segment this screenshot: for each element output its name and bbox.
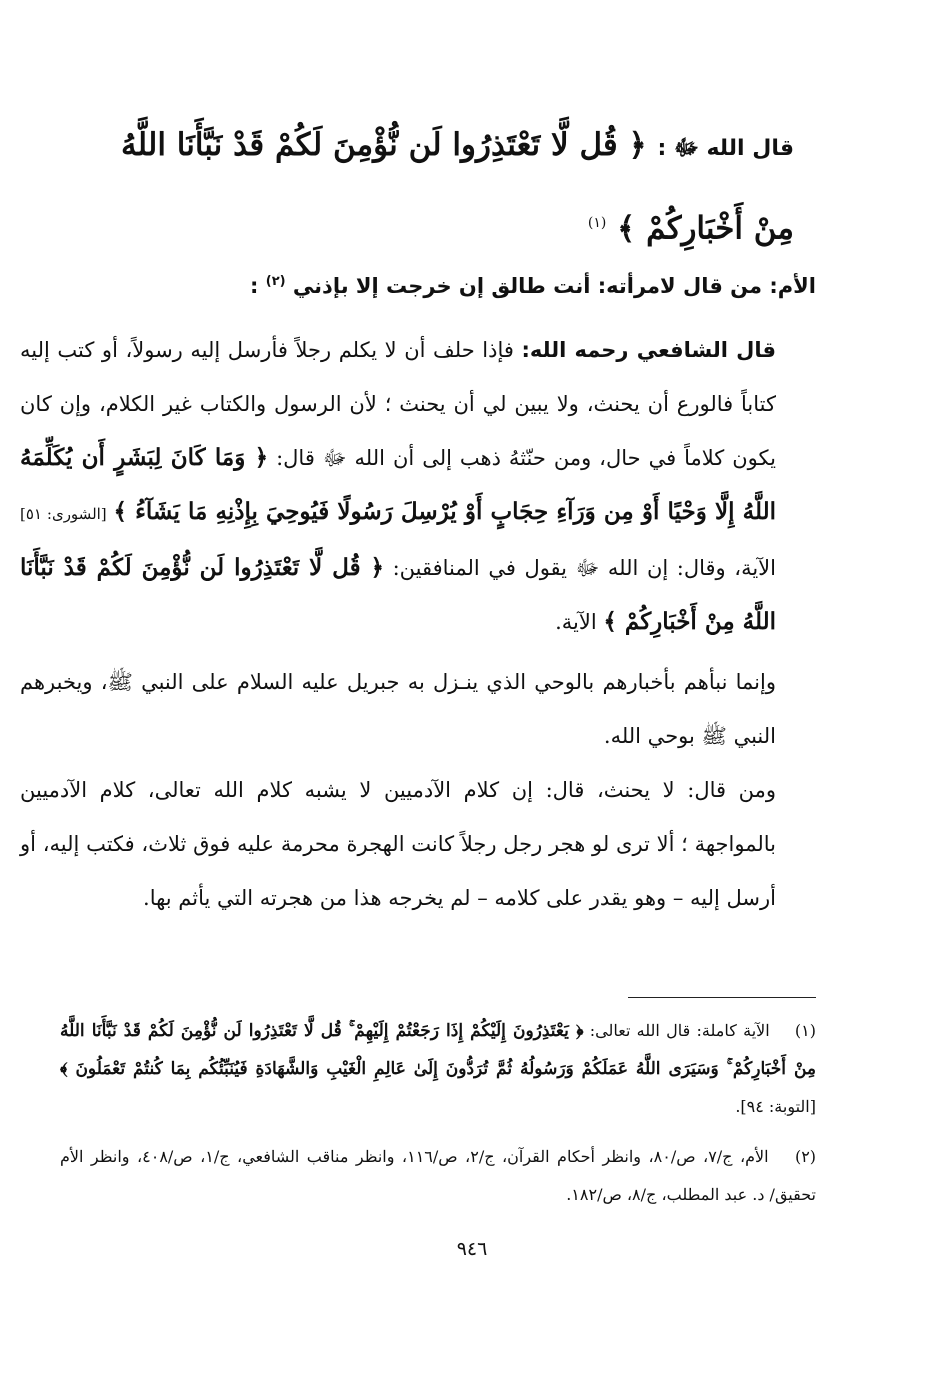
paragraph-text: فإذا حلف أن لا يكلم رجلاً فأرسل إليه رسولاً، أو كتب إليه كتاباً فالورع أن يحنث، ولا يبين لي أن يحنث ؛ لأن الرسول والكتاب غير الكلام، وإن كان يكون كلاماً في حال، ومن حنّثهُ ذهب إلى أن الله ﷻ قال:	[20, 338, 776, 470]
paragraph-shafii	[20, 323, 816, 649]
quran-verse-shura: ﴿ وَمَا كَانَ لِبَشَرٍ أَن يُكَلِّمَهُ اللَّهُ إِلَّا وَحْيًا أَوْ مِن وَرَآءِ حِجَابٍ أَوْ يُرْسِلَ رَسُولًا فَيُوحِيَ بِإِذْنِهِ مَا يَشَآءُ ﴾	[20, 444, 776, 525]
heading-quran-verse: ﴿ قُل لَّا تَعْتَذِرُوا لَن نُّؤْمِنَ لَكُمْ قَدْ نَبَّأَنَا اللَّهُ مِنْ أَخْبَارِكُمْ ﴾	[121, 127, 794, 247]
footnote-text: الأم، ج/٧، ص/٨٠، وانظر أحكام القرآن، ج/٢، ص/١١٦، وانظر مناقب الشافعي، ج/١، ص/٤٠٨، وانظر الأم تحقيق/ د. عبد المطلب، ج/٨، ص/١٨٢.	[60, 1147, 816, 1204]
paragraph-revelation	[20, 655, 816, 763]
speaker-label: قال الشافعي رحمه الله:	[521, 338, 776, 362]
section-title-colon: :	[250, 274, 259, 298]
paragraph-no-oath-break	[20, 763, 816, 925]
footnote-reference: [التوبة: ٩٤].	[735, 1097, 816, 1116]
quran-verse-tawbah: ﴿ قُل لَّا تَعْتَذِرُوا لَن نُّؤْمِنَ لَكُمْ قَدْ نَبَّأَنَا اللَّهُ مِنْ أَخْبَارِكُمْ ﴾	[20, 554, 776, 635]
footnote-number: (٢)	[794, 1147, 817, 1166]
footnote-ref-1: (١)	[587, 215, 607, 231]
footnote-separator	[628, 997, 816, 998]
footnote-2	[60, 1138, 816, 1214]
paragraph-text: وإنما نبأهم بأخبارهم بالوحي الذي ينـزل به جبريل عليه السلام على النبي ﷺ، ويخبرهم النبي ﷺ بوحي الله.	[20, 670, 776, 748]
footnote-ref-2: (٢)	[265, 274, 286, 289]
verse-reference: [الشورى: ٥١]	[20, 505, 107, 523]
page-number: ٩٤٦	[456, 1238, 488, 1260]
footnote-1	[60, 1012, 816, 1126]
heading-verse	[114, 108, 794, 265]
footnote-number: (١)	[794, 1021, 816, 1040]
section-title	[116, 262, 816, 306]
paragraph-text: الآية.	[555, 610, 597, 634]
footnote-lead: الآية كاملة: قال الله تعالى:	[589, 1021, 770, 1040]
paragraph-text: ومن قال: لا يحنث، قال: إن كلام الآدميين لا يشبه كلام الله تعالى، كلام الآدميين بالمواجهة ؛ ألا ترى لو هجر رجل رجلاً كانت الهجرة محرمة عليه فوق ثلاث، فكتب إليه، أو أرسل إليه – وهو يقدر على كلامه – لم يخرجه هذا من هجرته التي يأثم بها.	[20, 778, 776, 910]
heading-lead: قال الله ﷻ :	[657, 136, 794, 161]
section-title-text: الأم: من قال لامرأته: أنت طالق إن خرجت إلا بإذني	[292, 274, 816, 298]
paragraph-text: الآية، وقال: إن الله ﷻ يقول في المنافقين:	[392, 556, 776, 580]
footnote-quran-verse: ﴿ يَعْتَذِرُونَ إِلَيْكُمْ إِذَا رَجَعْتُمْ إِلَيْهِمْ ۚ قُل لَّا تَعْتَذِرُوا لَن نُّؤْمِنَ لَكُمْ قَدْ نَبَّأَنَا اللَّهُ مِنْ أَخْبَارِكُمْ ۚ وَسَيَرَى اللَّهُ عَمَلَكُمْ وَرَسُولُهُ ثُمَّ تُرَدُّونَ إِلَىٰ عَالِمِ الْغَيْبِ وَالشَّهَادَةِ فَيُنَبِّئُكُم بِمَا كُنتُمْ تَعْمَلُونَ ﴾	[60, 1021, 816, 1079]
